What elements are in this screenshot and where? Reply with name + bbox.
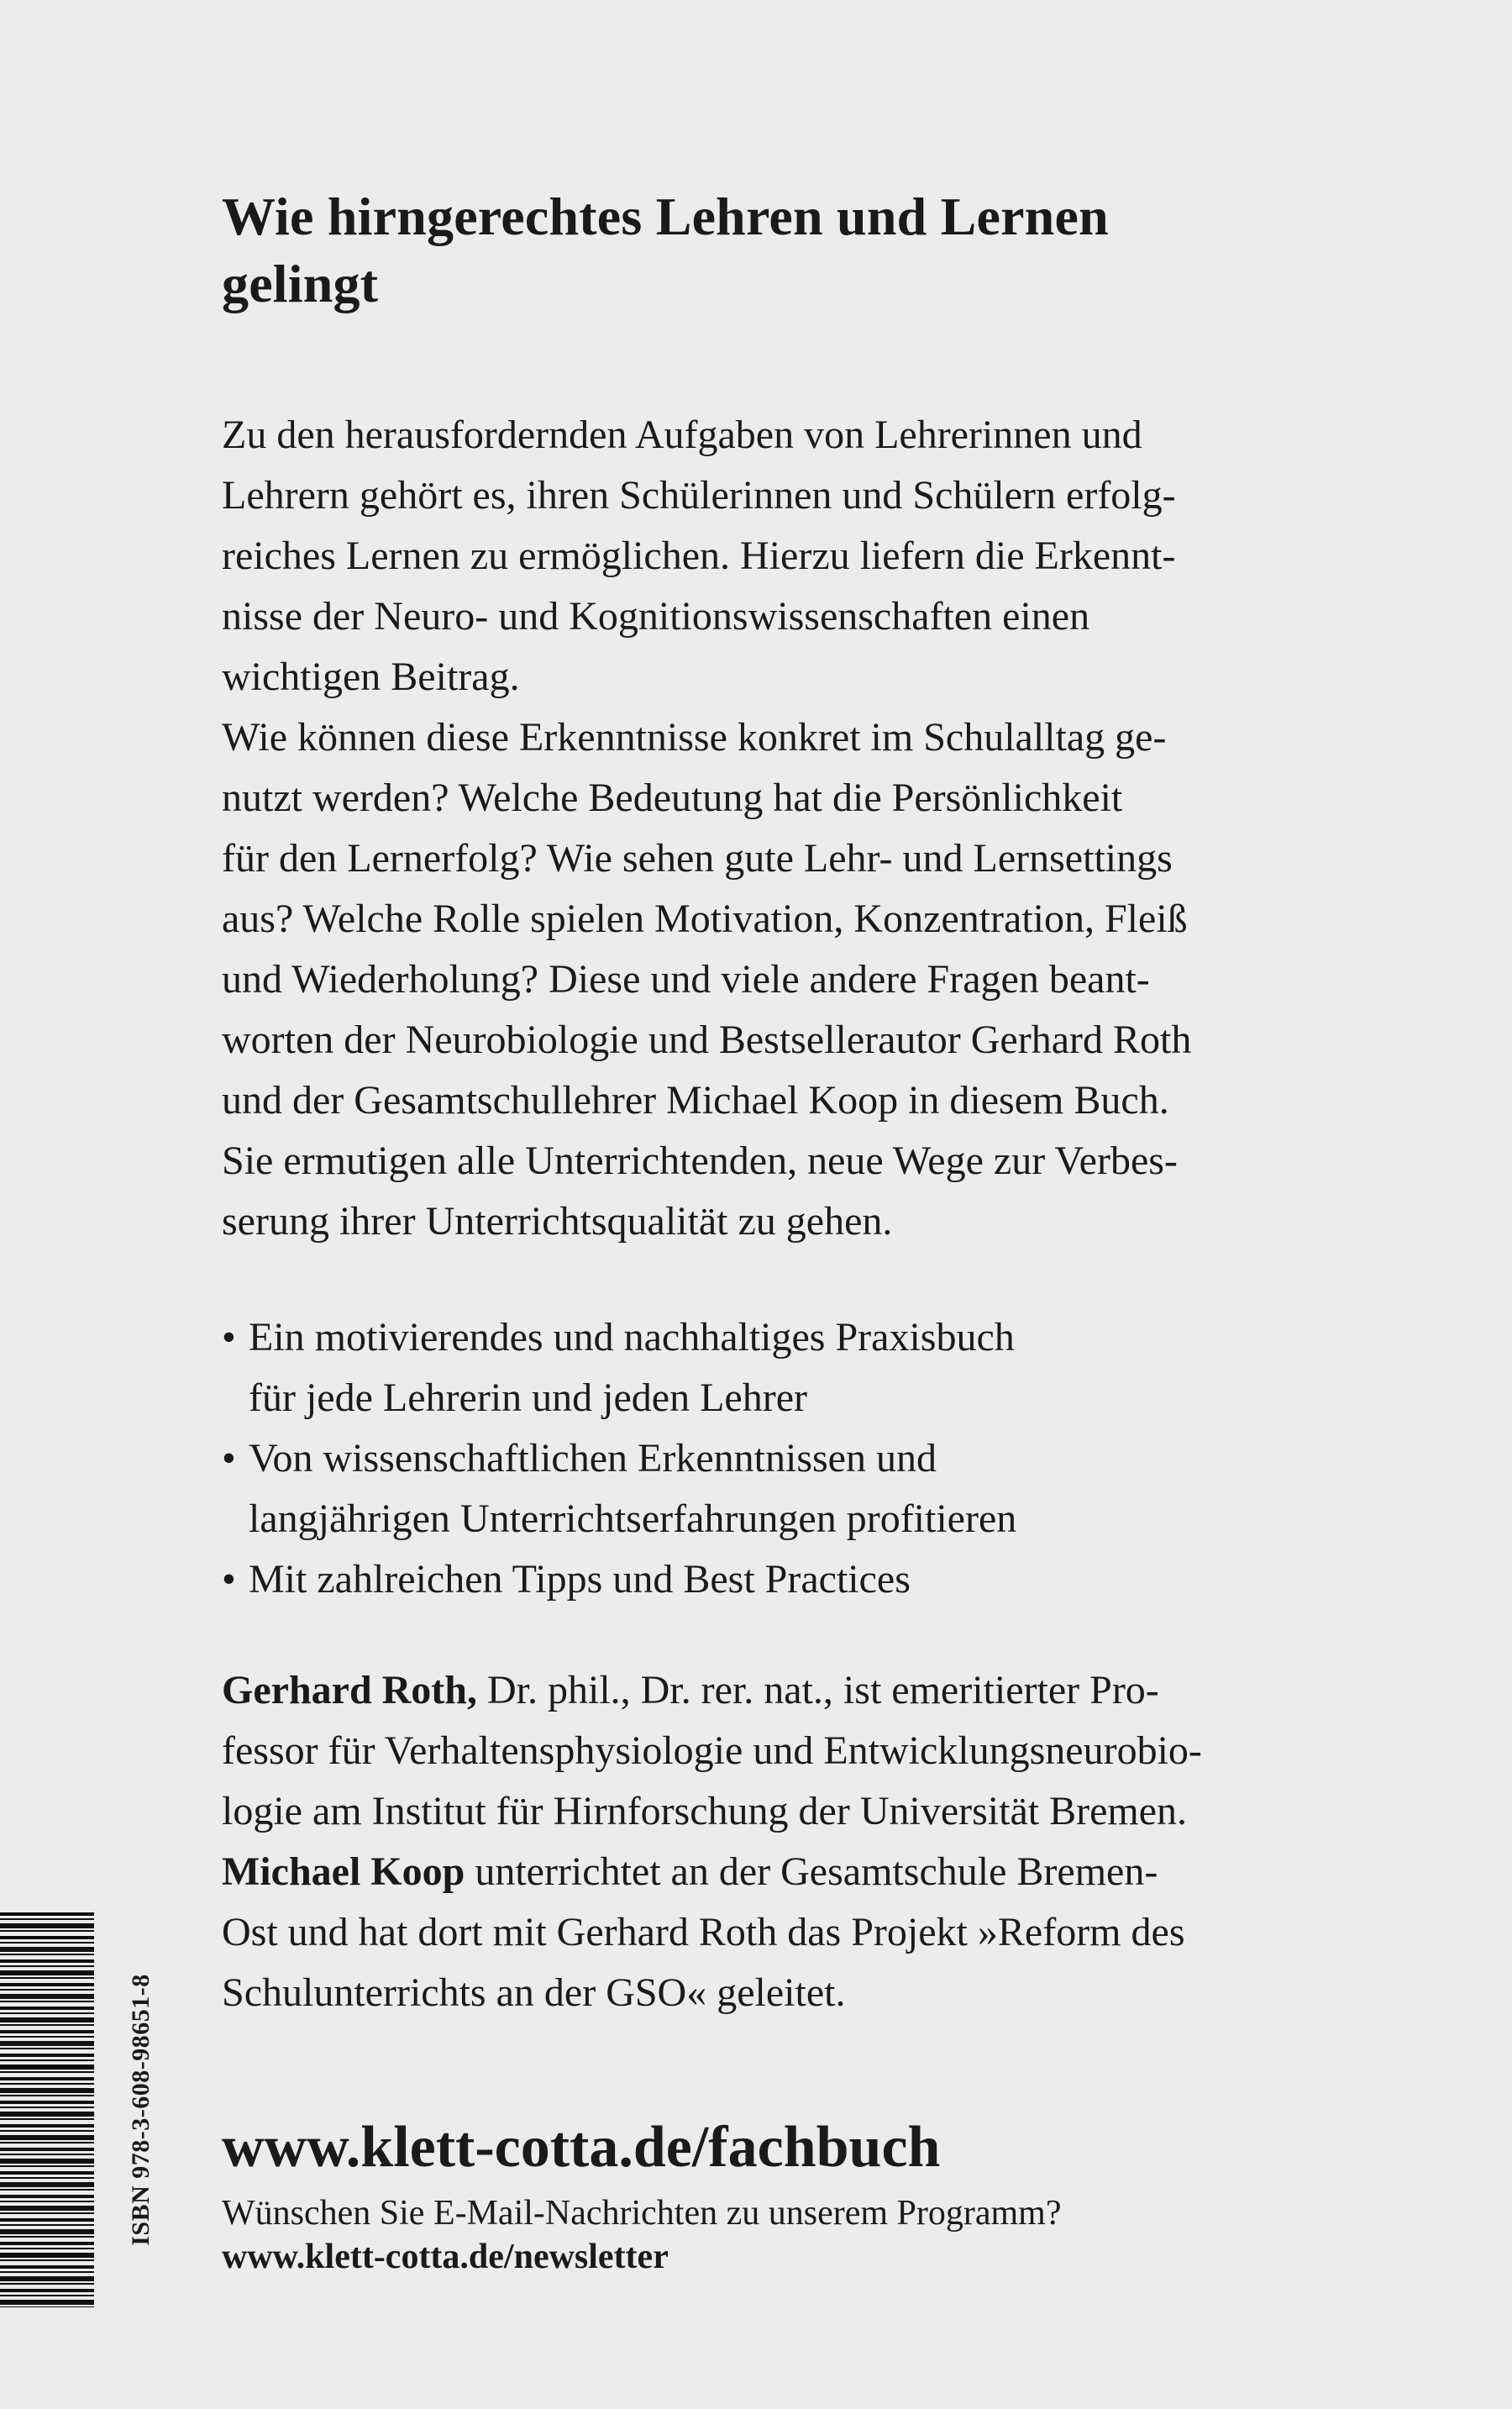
author-name-koop: Michael Koop [222,1849,465,1894]
intro-line: und Wiederholung? Diese und viele andere Fragen beant- [222,957,1150,1002]
feature-text: Ein motivierendes und nachhaltiges Praxisbuch [249,1315,1015,1360]
intro-line: reiches Lernen zu ermöglichen. Hierzu liefern die Erkennt- [222,534,1176,578]
newsletter-url: www.klett-cotta.de/newsletter [222,2238,669,2276]
author-bio [222,1660,1347,2023]
headline-line-1: Wie hirngerechtes Lehren und Lernen [222,187,1109,246]
headline-line-2: gelingt [222,254,379,313]
publisher-website: www.klett-cotta.de/fachbuch [222,2115,941,2180]
intro-line: nutzt werden? Welche Bedeutung hat die Persönlichkeit [222,776,1123,820]
isbn-label [124,1912,158,2307]
feature-item [222,1307,1347,1428]
intro-line: worten der Neurobiologie und Bestsellerautor Gerhard Roth [222,1018,1192,1062]
bio-text: fessor für Verhaltensphysiologie und Entwicklungsneurobio- [222,1728,1202,1773]
bio-text: Ost und hat dort mit Gerhard Roth das Projekt »Reform des [222,1910,1185,1954]
intro-line: Wie können diese Erkenntnisse konkret im Schulalltag ge- [222,715,1167,760]
feature-list [222,1307,1347,1610]
intro-paragraph [222,405,1347,1252]
isbn-text: ISBN 978-3-608-98651-8 [127,1974,155,2246]
intro-line: aus? Welche Rolle spielen Motivation, Konzentration, Fleiß [222,897,1188,941]
feature-text: für jede Lehrerin und jeden Lehrer [249,1375,807,1420]
intro-line: Sie ermutigen alle Unterrichtenden, neue Wege zur Verbes- [222,1139,1178,1183]
intro-line: nisse der Neuro- und Kognitionswissenschaften einen [222,594,1090,639]
author-name-roth: Gerhard Roth, [222,1668,477,1712]
headline [222,183,1347,318]
bio-text: Schulunterrichts an der GSO« geleitet. [222,1970,846,2015]
bio-text: Dr. phil., Dr. rer. nat., ist emeritierter Pro- [476,1668,1159,1712]
newsletter-question: Wünschen Sie E-Mail-Nachrichten zu unserem Programm? [222,2194,1062,2233]
feature-item [222,1549,1347,1610]
feature-item [222,1428,1347,1549]
cover-text [222,183,1347,2279]
feature-text: Von wissenschaftlichen Erkenntnissen und [249,1436,937,1481]
feature-text: langjährigen Unterrichtserfahrungen profitieren [249,1496,1017,1541]
bio-text: unterrichtet an der Gesamtschule Bremen- [465,1849,1158,1894]
intro-line: wichtigen Beitrag. [222,655,520,699]
intro-line: und der Gesamtschullehrer Michael Koop in diesem Buch. [222,1078,1169,1123]
intro-line: Lehrern gehört es, ihren Schülerinnen und Schülern erfolg- [222,473,1176,518]
intro-line: serung ihrer Unterrichtsqualität zu gehen. [222,1199,893,1244]
intro-line: für den Lernerfolg? Wie sehen gute Lehr- und Lernsettings [222,836,1173,881]
intro-line: Zu den herausfordernden Aufgaben von Lehrerinnen und [222,413,1142,457]
bio-text: logie am Institut für Hirnforschung der Universität Bremen. [222,1789,1188,1833]
barcode [0,1912,94,2307]
barcode-bars [0,1912,94,2307]
feature-text: Mit zahlreichen Tipps und Best Practices [249,1557,911,1602]
